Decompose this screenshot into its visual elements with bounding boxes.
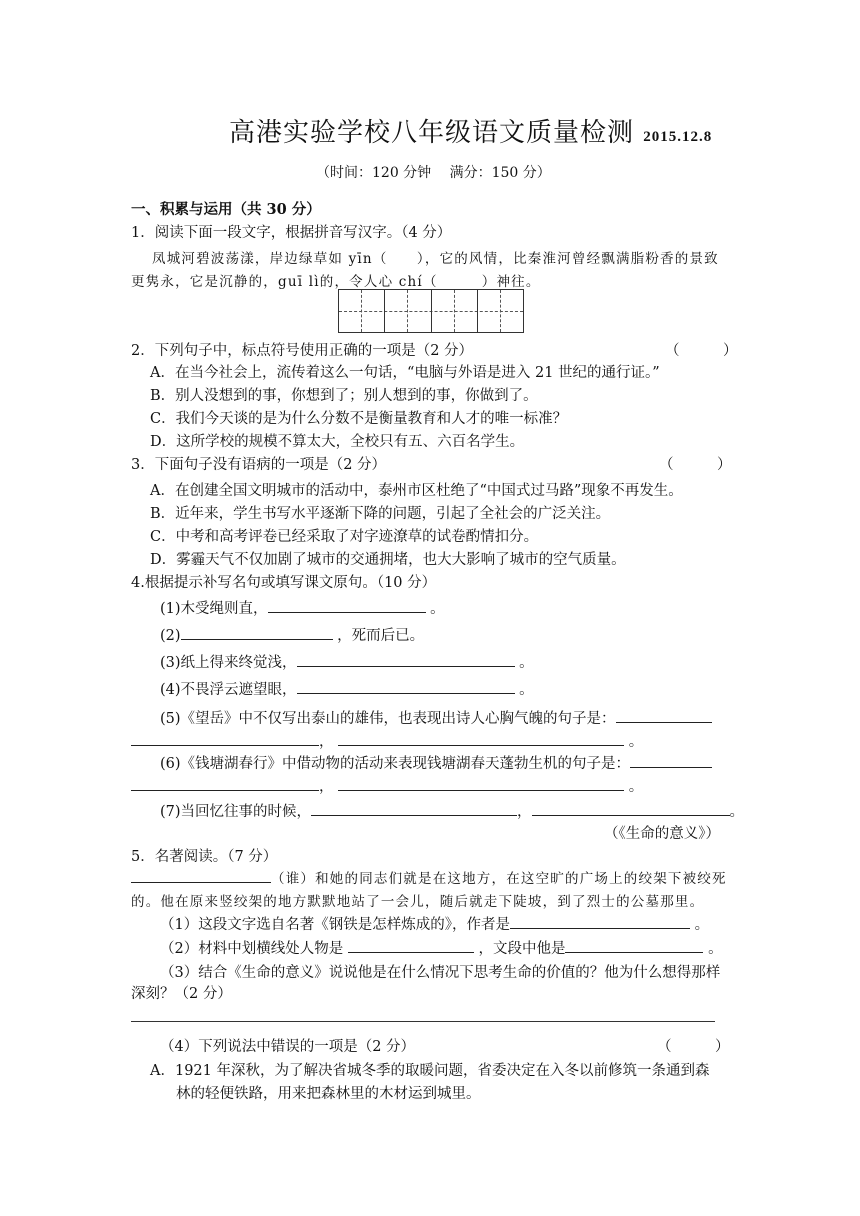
q2-answer-paren[interactable]: （ ） <box>665 343 738 359</box>
period: 。 <box>628 734 644 750</box>
q1-stem: 1．阅读下面一段文字，根据拼音写汉字。（4 分） <box>131 225 452 241</box>
q4-item-1-text: (1)木受绳则直， <box>160 601 268 617</box>
q5-sub3-line2: 深刻？（2 分） <box>131 986 232 1002</box>
q5-sub2-blank-b[interactable] <box>565 938 703 953</box>
q5-sub1-blank[interactable] <box>510 914 690 929</box>
q5-sub4-answer-paren[interactable]: （ ） <box>657 1039 730 1055</box>
q2-option-d: D．这所学校的规模不算太大，全校只有五、六百名学生。 <box>150 434 525 450</box>
period: 。 <box>729 804 745 820</box>
q5-passage-a: （谁）和她的同志们就是在这地方，在这空旷的广场上的绞架下被绞死 <box>271 871 727 887</box>
q3-option-c: C．中考和高考评卷已经采取了对字迹潦草的试卷酌情扣分。 <box>150 529 539 545</box>
q4-item-6-blank-b[interactable] <box>131 776 319 791</box>
comma: ， <box>517 804 532 820</box>
period: 。 <box>430 601 445 617</box>
section-heading: 一、积累与运用（共 30 分） <box>131 201 321 218</box>
q4-item-4 <box>160 678 534 699</box>
q1-passage-line2: 更隽永，它是沉静的，guī lì的，令人心 chí（ ）神往。 <box>131 274 541 290</box>
q4-item-2-text: (2) <box>160 628 181 644</box>
comma: ， <box>319 779 334 795</box>
q4-item-3-blank[interactable] <box>297 652 515 667</box>
q4-item-5 <box>160 707 712 728</box>
q5-sub2-text: （2）材料中划横线处人物是 <box>160 941 344 957</box>
exam-meta: （时间：120 分钟 满分：150 分） <box>316 165 551 181</box>
q4-stem: 4.根据提示补写名句或填写课文原句。（10 分） <box>131 575 437 591</box>
q4-item-7-text: (7)当回忆往事的时候， <box>160 804 312 820</box>
q2-option-c: C．我们今天谈的是为什么分数不是衡量教育和人才的唯一标准？ <box>150 411 568 427</box>
q1-passage-line1: 凤城河碧波荡漾，岸边绿草如 yīn（ ），它的风情，比秦淮河曾经飘满脂粉香的景致 <box>152 251 719 267</box>
q4-item-5-line2 <box>131 730 643 751</box>
q4-item-5-blank-c[interactable] <box>338 731 624 746</box>
grid-cell[interactable] <box>478 290 501 332</box>
grid-cell[interactable] <box>501 290 523 332</box>
q3-answer-paren[interactable]: （ ） <box>659 457 732 473</box>
q5-option-a-line1: A．1921 年深秋，为了解决省城冬季的取暖问题，省委决定在入冬以前修筑一条通到森 <box>150 1063 710 1079</box>
q4-item-5-blank-a[interactable] <box>616 708 712 723</box>
q3-option-a: A．在创建全国文明城市的活动中，泰州市区杜绝了“中国式过马路”现象不再发生。 <box>150 483 683 499</box>
q4-item-3-text: (3)纸上得来终觉浅， <box>160 655 297 671</box>
q4-item-6-text: (6)《钱塘湖春行》中借动物的活动来表现钱塘湖春天蓬勃生机的句子是： <box>160 756 631 772</box>
grid-cell[interactable] <box>339 290 362 332</box>
grid-cell[interactable] <box>362 290 385 332</box>
period: 。 <box>519 655 534 671</box>
grid-cell[interactable] <box>432 290 455 332</box>
q2-option-b: B．别人没想到的事，你想到了；别人想到的事，你做到了。 <box>150 388 538 404</box>
q5-sub2 <box>160 937 723 958</box>
q3-stem: 3．下面句子没有语病的一项是（2 分） <box>131 457 387 473</box>
grid-cell[interactable] <box>455 290 478 332</box>
q4-item-2-blank[interactable] <box>181 625 333 640</box>
q4-item-5-text: (5)《望岳》中不仅写出泰山的雄伟，也表现出诗人心胸气魄的句子是： <box>160 711 616 727</box>
grid-cell[interactable] <box>408 290 431 332</box>
period: 。 <box>694 917 710 933</box>
q5-stem: 5．名著阅读。（7 分） <box>131 849 278 865</box>
q4-item-3 <box>160 651 534 672</box>
q4-item-7-blank-a[interactable] <box>311 801 517 816</box>
q4-item-7-source: （《生命的意义》） <box>604 826 720 842</box>
q5-sub2-mid: ，文段中他是 <box>478 941 566 957</box>
q4-item-6-blank-c[interactable] <box>338 776 624 791</box>
q2-option-a: A．在当今社会上，流传着这么一句话，“电脑与外语是进入 21 世纪的通行证。” <box>150 365 660 381</box>
q4-item-2-tail: ，死而后已。 <box>337 628 425 644</box>
q4-item-7-blank-b[interactable] <box>532 801 730 816</box>
q4-item-6 <box>160 752 712 773</box>
q5-option-a-line2: 林的轻便铁路，用来把森林里的木材运到城里。 <box>176 1086 481 1102</box>
title-text: 高港实验学校八年级语文质量检测 <box>229 118 635 148</box>
q4-item-1-blank[interactable] <box>268 598 426 613</box>
q5-passage-b: 的。他在原来竖绞架的地方默默地站了一会儿，随后就走下陡坡，到了烈士的公墓那里。 <box>131 894 705 910</box>
q5-passage-blank[interactable] <box>131 868 271 883</box>
q5-sub1-text: （1）这段文字选自名著《钢铁是怎样炼成的》，作者是 <box>160 917 510 933</box>
q5-sub4: （4）下列说法中错误的一项是（2 分） <box>160 1039 416 1055</box>
q3-option-d: D．雾霾天气不仅加剧了城市的交通拥堵，也大大影响了城市的空气质量。 <box>150 552 626 568</box>
page-title <box>229 112 712 149</box>
q4-item-4-text: (4)不畏浮云遮望眼， <box>160 682 297 698</box>
q5-sub3-answer-line[interactable] <box>131 1021 715 1022</box>
q4-item-7 <box>160 800 744 821</box>
period: 。 <box>519 682 534 698</box>
q4-item-2 <box>160 624 424 645</box>
q3-option-b: B．近年来，学生书写水平逐渐下降的问题，引起了全社会的广泛关注。 <box>150 506 611 522</box>
q4-item-6-line2 <box>131 775 643 796</box>
q5-sub1 <box>160 913 709 934</box>
grid-cell[interactable] <box>385 290 408 332</box>
q5-sub3-line1: （3）结合《生命的意义》说说他是在什么情况下思考生命的价值的？他为什么想得那样 <box>160 965 721 981</box>
period: 。 <box>708 941 723 957</box>
q4-item-6-blank-a[interactable] <box>630 753 712 768</box>
q4-item-4-blank[interactable] <box>297 679 515 694</box>
comma: ， <box>319 734 334 750</box>
period: 。 <box>628 779 644 795</box>
q4-item-1 <box>160 597 445 618</box>
q5-passage-line1 <box>131 867 727 887</box>
q2-stem: 2．下列句子中，标点符号使用正确的一项是（2 分） <box>131 343 474 359</box>
q4-item-5-blank-b[interactable] <box>131 731 319 746</box>
exam-date: 2015.12.8 <box>643 129 713 145</box>
answer-grid[interactable] <box>338 289 524 333</box>
q5-sub2-blank-a[interactable] <box>348 938 474 953</box>
